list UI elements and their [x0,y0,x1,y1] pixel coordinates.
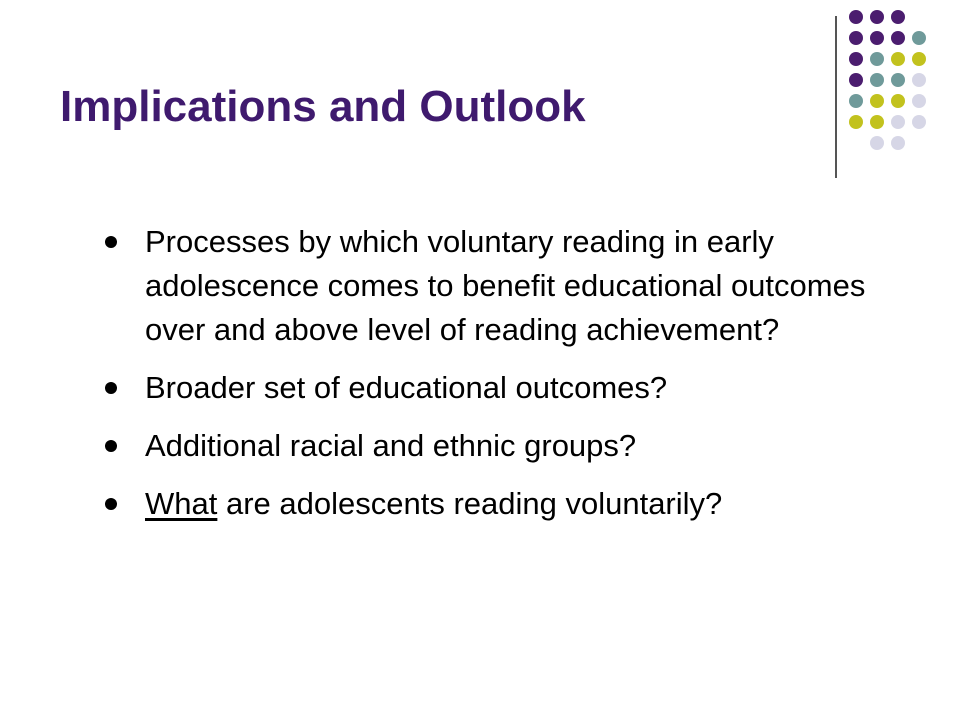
bullet-dot-icon [105,236,117,248]
bullet-list [105,220,925,540]
slide-title: Implications and Outlook [60,82,586,131]
bullet-dot-icon [105,440,117,452]
bullet-dot-icon [105,498,117,510]
underlined-word: What [145,486,218,521]
decorative-dot [912,52,926,66]
decorative-dot [891,136,905,150]
decorative-dot [849,52,863,66]
bullet-text: are adolescents reading voluntarily? [217,486,723,521]
decorative-dot [870,10,884,24]
decorative-dot [870,94,884,108]
bullet-text: Broader set of educational outcomes? [145,370,668,405]
decorative-dot [849,73,863,87]
decorative-dot [891,52,905,66]
decorative-dot [912,115,926,129]
bullet-item [105,366,925,410]
decorative-dot [849,94,863,108]
decorative-dot [870,136,884,150]
decorative-dot [870,31,884,45]
decorative-dot [891,115,905,129]
decorative-dot [891,94,905,108]
bullet-item [105,220,925,352]
decorative-dot [870,115,884,129]
decorative-dot [912,73,926,87]
decorative-dot [870,73,884,87]
decorative-dot [849,31,863,45]
bullet-item [105,424,925,468]
decorative-dot [870,52,884,66]
decorative-dot-grid [849,10,939,155]
decorative-dot [891,31,905,45]
decorative-dot [849,10,863,24]
decorative-dot [891,73,905,87]
decorative-dot [891,10,905,24]
bullet-text: Additional racial and ethnic groups? [145,428,637,463]
vertical-divider [835,16,837,178]
bullet-item [105,482,925,526]
decorative-dot [912,94,926,108]
bullet-text: Processes by which voluntary reading in early adolescence comes to benefit educational outcomes over and above level of reading achievement? [145,224,866,347]
decorative-dot [912,31,926,45]
decorative-dot [849,115,863,129]
bullet-dot-icon [105,382,117,394]
